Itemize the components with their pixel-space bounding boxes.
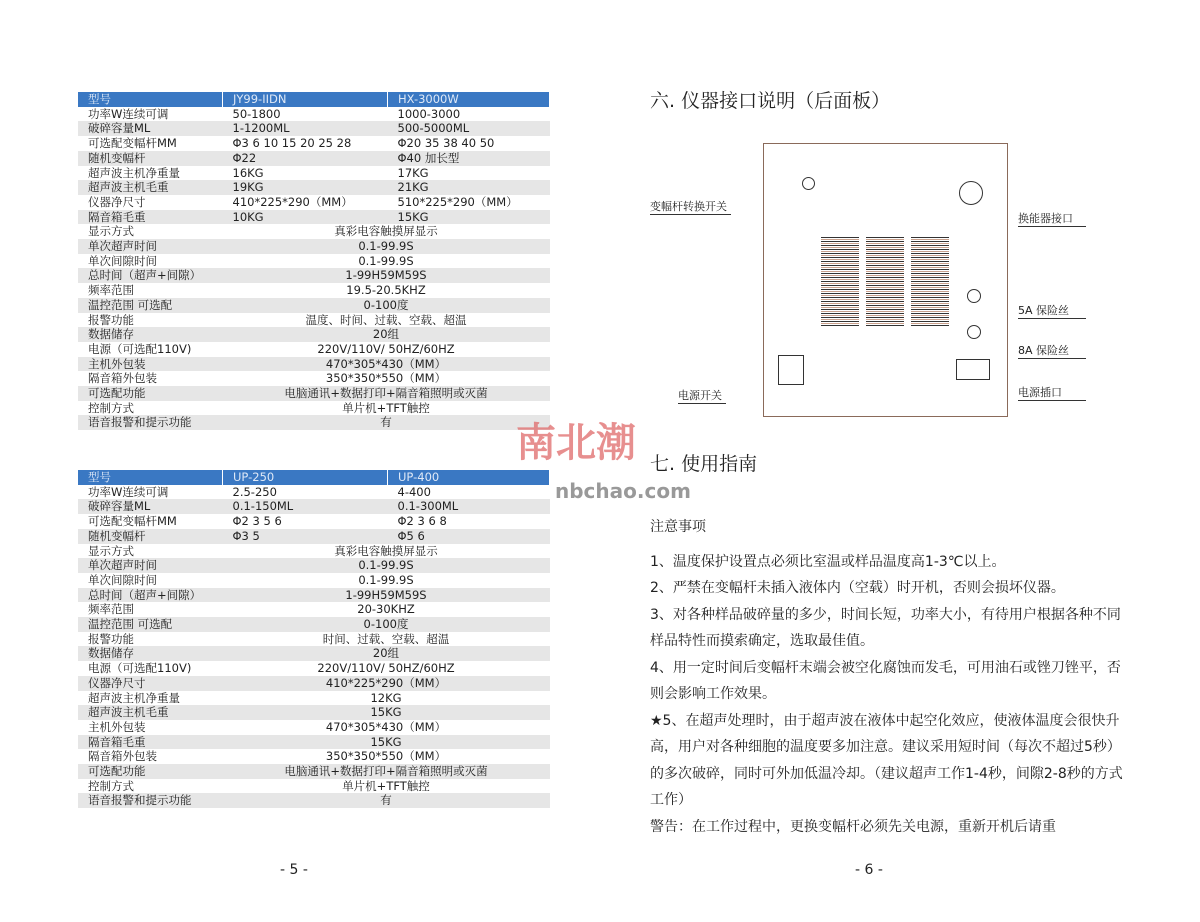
cell: Φ40 加长型 <box>388 151 550 166</box>
table-row <box>78 180 550 195</box>
rear-panel-diagram <box>763 143 1008 417</box>
cell: 20组 <box>223 327 550 342</box>
table-row <box>78 720 550 735</box>
table-row <box>78 224 550 239</box>
cell: 控制方式 <box>88 400 134 415</box>
cell: 功率W连续可调 <box>88 106 169 121</box>
cell: 12KG <box>370 690 402 705</box>
table-row <box>78 632 550 647</box>
cell: 仪器净尺寸 <box>78 676 223 691</box>
table-row <box>78 691 550 706</box>
cell: 随机变幅杆 <box>78 529 223 544</box>
cell: 350*350*550（MM） <box>325 749 447 764</box>
cell: 19KG <box>223 180 388 195</box>
section-6-heading: 六. 仪器接口说明（后面板） <box>650 90 891 112</box>
table-row <box>78 210 550 225</box>
note-item: 3、对各种样品破碎量的多少，时间长短，功率大小，有待用户根据各种不同样品特性而摸索确定，选取最佳值。 <box>650 606 1121 649</box>
cell: 功率W连续可调 <box>88 484 169 499</box>
table-row <box>78 558 550 573</box>
cell: 总时间（超声+间隙） <box>78 268 223 283</box>
cell: 220V/110V/ 50HZ/60HZ <box>317 341 455 356</box>
header-cell: UP-400 <box>388 470 550 485</box>
table-row <box>78 764 550 779</box>
page-number-left: - 5 - <box>280 862 308 878</box>
cell: 数据储存 <box>78 646 223 661</box>
cell: 单片机+TFT触控 <box>342 400 430 415</box>
cell: 20-30KHZ <box>357 602 415 617</box>
cell: 500-5000ML <box>388 121 550 136</box>
cell: 0.1-99.9S <box>358 253 414 268</box>
table-header <box>78 470 550 485</box>
cell: 19.5-20.5KHZ <box>346 283 426 298</box>
notes <box>650 514 1130 840</box>
cell: 电脑通讯+数据打印+隔音箱照明或灭菌 <box>223 386 550 401</box>
cell: 0.1-99.9S <box>358 572 414 587</box>
cell: 超声波主机净重量 <box>88 690 180 705</box>
cell: 数据储存 <box>78 327 223 342</box>
cell: 真彩电容触摸屏显示 <box>334 543 438 558</box>
table-row <box>78 499 550 514</box>
header-cell: UP-250 <box>223 470 388 485</box>
note-item: ★5、在超声处理时，由于超声波在液体中起空化效应，使液体温度会很快升高，用户对各种细胞的温度要多加注意。建议采用短时间（每次不超过5秒）的多次破碎，同时可外加低温冷却。（建议超声工作1-4秒，间隙2-8秒的方式工作） <box>650 712 1123 808</box>
power-switch-icon <box>778 355 804 385</box>
cell: 可选配功能 <box>78 386 223 401</box>
power-socket-icon <box>956 359 990 380</box>
table-row <box>78 313 550 328</box>
header-cell: HX-3000W <box>388 92 550 107</box>
table-row <box>78 386 550 401</box>
cell: 控制方式 <box>88 778 134 793</box>
cell: 1-99H59M59S <box>223 268 550 283</box>
cell: 频率范围 <box>88 602 134 617</box>
table-row <box>78 283 550 298</box>
cell: 可选配功能 <box>78 764 223 779</box>
table-row <box>78 779 550 794</box>
cell: 电源（可选配110V) <box>88 341 192 356</box>
cell: 隔音箱毛重 <box>78 210 223 225</box>
cell: 温控范围 可选配 <box>78 617 223 632</box>
spec-table-1 <box>78 92 550 430</box>
label-power-socket: 电源插口 <box>1018 384 1086 401</box>
switch-knob-icon <box>802 177 815 190</box>
label-transducer: 换能器接口 <box>1018 210 1086 227</box>
cell: 电脑通讯+数据打印+隔音箱照明或灭菌 <box>223 764 550 779</box>
header-cell: JY99-IIDN <box>223 92 388 107</box>
cell: 报警功能 <box>88 631 134 646</box>
cell: 1000-3000 <box>397 106 461 121</box>
table-row <box>78 268 550 283</box>
table-row <box>78 676 550 691</box>
table-row <box>78 342 550 357</box>
spec-table-2 <box>78 470 550 808</box>
cell: 0-100度 <box>223 298 550 313</box>
note-item: 2、严禁在变幅杆未插入液体内（空载）时开机，否则会损坏仪器。 <box>650 580 1065 596</box>
cell: 隔音箱外包装 <box>88 371 157 386</box>
cell: 410*225*290（MM） <box>223 676 550 691</box>
cell: 1-99H59M59S <box>223 588 550 603</box>
note-item: 1、温度保护设置点必须比室温或样品温度高1-3℃以上。 <box>650 553 1006 570</box>
table-row <box>78 588 550 603</box>
table-row <box>78 573 550 588</box>
table-row <box>78 239 550 254</box>
table-row <box>78 749 550 764</box>
label-fuse-5a: 5A 保险丝 <box>1018 302 1086 319</box>
cell: 主机外包装 <box>88 719 146 734</box>
cell: 16KG <box>232 165 264 180</box>
cell: 1-1200ML <box>223 121 388 136</box>
cell: 报警功能 <box>88 312 134 327</box>
cell: 20组 <box>223 646 550 661</box>
cell: 主机外包装 <box>78 357 223 372</box>
table-row <box>78 121 550 136</box>
table-row <box>78 107 550 122</box>
cell: 15KG <box>223 735 550 750</box>
table-row <box>78 401 550 416</box>
table-row <box>78 617 550 632</box>
cell: 15KG <box>223 705 550 720</box>
label-horn-switch: 变幅杆转换开关 <box>650 198 731 215</box>
note-item: 警告：在工作过程中，更换变幅杆必须先关电源，重新开机后请重 <box>650 818 1056 835</box>
table-row <box>78 166 550 181</box>
table-row <box>78 793 550 808</box>
table-row <box>78 415 550 430</box>
transducer-connector-icon <box>959 181 983 205</box>
cell: Φ22 <box>223 151 388 166</box>
cell: 10KG <box>223 210 388 225</box>
cell: 时间、过载、空载、超温 <box>322 631 450 646</box>
cell: 破碎容量ML <box>78 121 223 136</box>
cell: 语音报警和提示功能 <box>78 793 223 808</box>
cell: 0.1-99.9S <box>223 239 550 254</box>
table-row <box>78 529 550 544</box>
fuse-8a-icon <box>967 325 981 339</box>
cell: 显示方式 <box>88 543 134 558</box>
table-row <box>78 151 550 166</box>
cell: 总时间（超声+间隙） <box>78 588 223 603</box>
cell: 单次间隙时间 <box>88 572 157 587</box>
cell: 超声波主机毛重 <box>78 180 223 195</box>
cell: 随机变幅杆 <box>78 151 223 166</box>
cell: 超声波主机毛重 <box>78 705 223 720</box>
table-row <box>78 705 550 720</box>
table-row <box>78 136 550 151</box>
cell: 温度、时间、过载、空载、超温 <box>305 312 467 327</box>
table-row <box>78 661 550 676</box>
cell: 单片机+TFT触控 <box>342 778 430 793</box>
table-row <box>78 195 550 210</box>
cell: 4-400 <box>397 484 431 499</box>
cell: 仪器净尺寸 <box>88 194 146 209</box>
cell: 0-100度 <box>223 617 550 632</box>
cell: 0.1-150ML <box>223 499 388 514</box>
cell: 220V/110V/ 50HZ/60HZ <box>317 661 455 676</box>
table-row <box>78 357 550 372</box>
label-fuse-8a: 8A 保险丝 <box>1018 342 1086 359</box>
table-row <box>78 254 550 269</box>
cell: 510*225*290（MM） <box>397 194 518 209</box>
cell: 15KG <box>388 210 550 225</box>
fuse-5a-icon <box>967 289 981 303</box>
page-number-right: - 6 - <box>855 862 883 878</box>
cell: 隔音箱外包装 <box>88 749 157 764</box>
cell: 21KG <box>388 180 550 195</box>
section-7-heading: 七. 使用指南 <box>650 453 758 475</box>
cell: 有 <box>223 793 550 808</box>
cell: 隔音箱毛重 <box>78 735 223 750</box>
cell: 0.1-300ML <box>388 499 550 514</box>
table-row <box>78 544 550 559</box>
header-cell: 型号 <box>78 92 223 107</box>
cell: 410*225*290（MM） <box>232 194 353 209</box>
table-row <box>78 485 550 500</box>
cell: Φ2 3 5 6 <box>232 514 282 529</box>
table-row <box>78 735 550 750</box>
table-row <box>78 327 550 342</box>
header-cell: 型号 <box>78 470 223 485</box>
cell: Φ2 3 6 8 <box>397 514 447 529</box>
notes-title: 注意事项 <box>650 519 706 535</box>
cell: 电源（可选配110V) <box>88 661 192 676</box>
table-row <box>78 514 550 529</box>
table-row <box>78 646 550 661</box>
cell: 真彩电容触摸屏显示 <box>334 224 438 239</box>
note-item: 4、用一定时间后变幅杆末端会被空化腐蚀而发毛，可用油石或锉刀锉平，否则会影响工作效果。 <box>650 659 1121 702</box>
cell: 温控范围 可选配 <box>78 298 223 313</box>
cell: 50-1800 <box>232 106 281 121</box>
table-row <box>78 602 550 617</box>
watermark-url: nbchao.com <box>555 479 691 503</box>
label-power-switch: 电源开关 <box>678 387 726 404</box>
cell: 有 <box>223 415 550 430</box>
cell: 语音报警和提示功能 <box>78 415 223 430</box>
cell: 破碎容量ML <box>78 499 223 514</box>
cell: 470*305*430（MM） <box>325 719 447 734</box>
cell: 超声波主机净重量 <box>88 165 180 180</box>
cell: 可选配变幅杆MM <box>88 514 177 529</box>
cell: 单次超声时间 <box>78 558 223 573</box>
cell: 350*350*550（MM） <box>325 371 447 386</box>
vent-grille <box>821 237 949 327</box>
cell: 0.1-99.9S <box>223 558 550 573</box>
cell: Φ20 35 38 40 50 <box>397 136 495 151</box>
cell: 显示方式 <box>88 224 134 239</box>
table-row <box>78 298 550 313</box>
cell: 单次间隙时间 <box>88 253 157 268</box>
cell: 可选配变幅杆MM <box>88 136 177 151</box>
table-row <box>78 371 550 386</box>
cell: 17KG <box>397 165 429 180</box>
table-header <box>78 92 550 107</box>
cell: Φ3 5 <box>223 529 388 544</box>
cell: 2.5-250 <box>232 484 277 499</box>
cell: 频率范围 <box>88 283 134 298</box>
watermark-logo: 南北潮 <box>516 420 636 466</box>
cell: 单次超声时间 <box>78 239 223 254</box>
cell: Φ5 6 <box>388 529 550 544</box>
cell: Φ3 6 10 15 20 25 28 <box>232 136 352 151</box>
cell: 470*305*430（MM） <box>223 357 550 372</box>
